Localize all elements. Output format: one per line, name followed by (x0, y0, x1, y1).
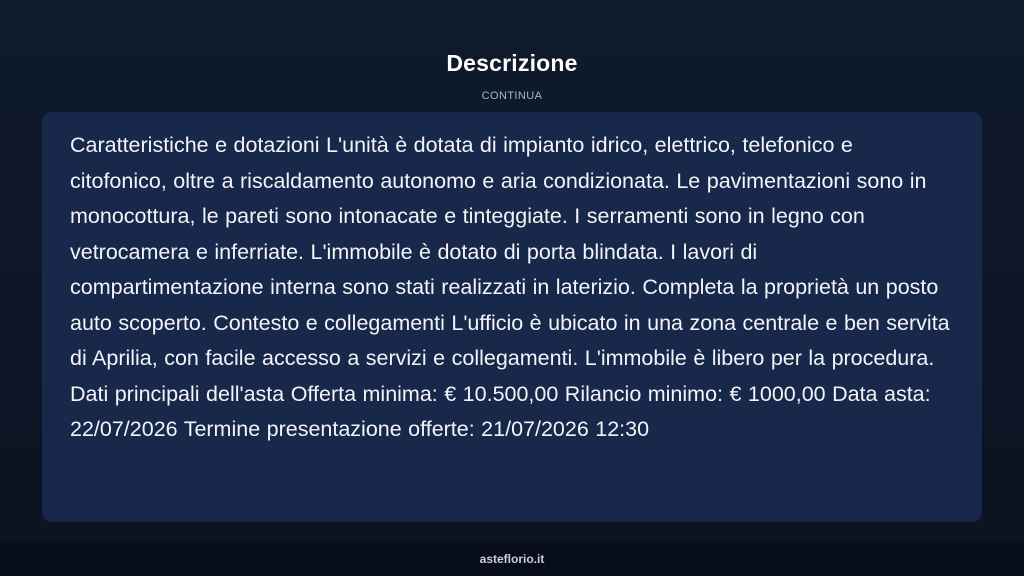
footer-bar (0, 543, 1024, 576)
footer-site-link[interactable]: asteflorio.it (479, 552, 545, 566)
continue-link[interactable]: CONTINUA (481, 90, 543, 102)
description-text: Caratteristiche e dotazioni L'unità è dotata di impianto idrico, elettrico, telefonico e citofonico, oltre a riscaldamento autonomo e aria condizionata. Le pavimentazioni sono in monocottura, le pareti sono intonacate e tinteggiate. I serramenti sono in legno con vetrocamera e inferriate. L'immobile è dotato di porta blindata. I lavori di compartimentazione interna sono stati realizzati in laterizio. Completa la proprietà un posto auto scoperto. Contesto e collegamenti L'ufficio è ubicato in una zona centrale e ben servita di Aprilia, con facile accesso a servizi e collegamenti. L'immobile è libero per la procedura. Dati principali dell'asta Offerta minima: € 10.500,00 Rilancio minimo: € 1000,00 Data asta: 22/07/2026 Termine presentazione offerte: 21/07/2026 12:30 (70, 133, 950, 441)
description-card (42, 112, 982, 522)
page-title: Descrizione (446, 50, 578, 76)
